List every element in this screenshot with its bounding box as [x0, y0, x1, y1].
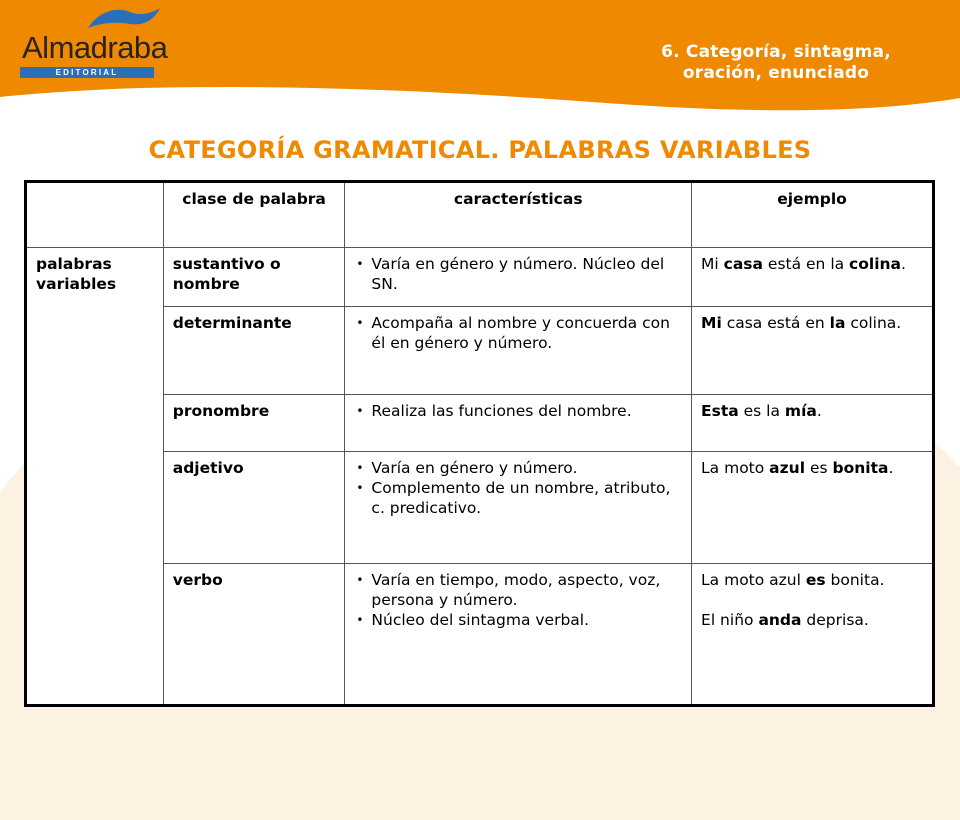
example-sentence — [701, 254, 923, 274]
feature-item: • Acompaña al nombre y concuerda con él en género y número. — [354, 313, 682, 353]
word-class-table — [24, 180, 935, 707]
feature-item: • Núcleo del sintagma verbal. — [354, 610, 682, 630]
logo-subtitle: EDITORIAL — [20, 67, 154, 78]
features-cell — [345, 248, 692, 307]
example-text: es — [805, 459, 833, 477]
example-text: La moto — [701, 459, 770, 477]
wave-icon — [88, 6, 168, 30]
features-list — [354, 458, 682, 518]
chapter-title-line-2: oración, enunciado — [682, 63, 870, 83]
table-header-row — [26, 182, 934, 248]
example-text: bonita. — [825, 571, 885, 589]
example-text: El niño — [701, 611, 759, 629]
example-cell — [692, 395, 934, 452]
example-cell — [692, 564, 934, 706]
example-cell — [692, 452, 934, 564]
example-text: deprisa. — [801, 611, 869, 629]
feature-item: • Varía en género y número. — [354, 458, 682, 478]
header-caracteristicas: características — [345, 182, 692, 248]
example-text: casa está en — [721, 314, 830, 332]
highlighted-word: Mi — [701, 314, 722, 332]
features-cell — [345, 395, 692, 452]
table-body — [26, 248, 934, 706]
word-class-cell: pronombre — [163, 395, 345, 452]
example-text: . — [901, 255, 906, 273]
header-empty — [26, 182, 164, 248]
example-text: La moto azul — [701, 571, 806, 589]
features-list — [354, 254, 682, 294]
example-text: . — [888, 459, 894, 477]
header-clase: clase de palabra — [163, 182, 345, 248]
logo-wordmark: Almadraba — [22, 30, 168, 65]
example-sentence — [701, 570, 923, 590]
example-sentence — [701, 610, 923, 630]
features-list — [354, 401, 682, 421]
example-text: es la — [738, 402, 785, 420]
highlighted-word: anda — [758, 611, 802, 629]
feature-item: • Varía en género y número. Núcleo del SN. — [354, 254, 682, 294]
chapter-title — [616, 42, 936, 84]
highlighted-word: es — [805, 571, 826, 589]
word-class-cell: sustantivo o nombre — [163, 248, 345, 307]
highlighted-word: azul — [769, 459, 806, 477]
word-class-cell: verbo — [163, 564, 345, 706]
almadraba-logo — [18, 6, 168, 77]
highlighted-word: colina — [849, 255, 902, 273]
highlighted-word: mía — [784, 402, 817, 420]
highlighted-word: bonita — [832, 459, 889, 477]
features-cell — [345, 307, 692, 395]
chapter-title-line-1: 6. Categoría, sintagma, — [661, 42, 891, 62]
example-sentence — [701, 313, 923, 333]
example-sentence — [701, 401, 923, 421]
example-cell — [692, 248, 934, 307]
features-cell — [345, 452, 692, 564]
example-text: colina. — [845, 314, 902, 332]
example-sentence — [701, 458, 923, 478]
table-row — [26, 248, 934, 307]
features-cell — [345, 564, 692, 706]
word-class-cell: determinante — [163, 307, 345, 395]
word-class-cell: adjetivo — [163, 452, 345, 564]
highlighted-word: casa — [723, 255, 763, 273]
example-cell — [692, 307, 934, 395]
page-title: CATEGORÍA GRAMATICAL. PALABRAS VARIABLES — [148, 136, 812, 164]
group-label: palabras variables — [26, 248, 164, 706]
header-ejemplo: ejemplo — [692, 182, 934, 248]
feature-item: • Realiza las funciones del nombre. — [354, 401, 682, 421]
feature-item: • Complemento de un nombre, atributo, c. predicativo. — [354, 478, 682, 518]
feature-item: • Varía en tiempo, modo, aspecto, voz, persona y número. — [354, 570, 682, 610]
example-text: está en la — [762, 255, 850, 273]
features-list — [354, 570, 682, 630]
example-text: Mi — [701, 255, 724, 273]
highlighted-word: Esta — [701, 402, 739, 420]
example-text: . — [816, 402, 822, 420]
highlighted-word: la — [829, 314, 846, 332]
features-list — [354, 313, 682, 353]
